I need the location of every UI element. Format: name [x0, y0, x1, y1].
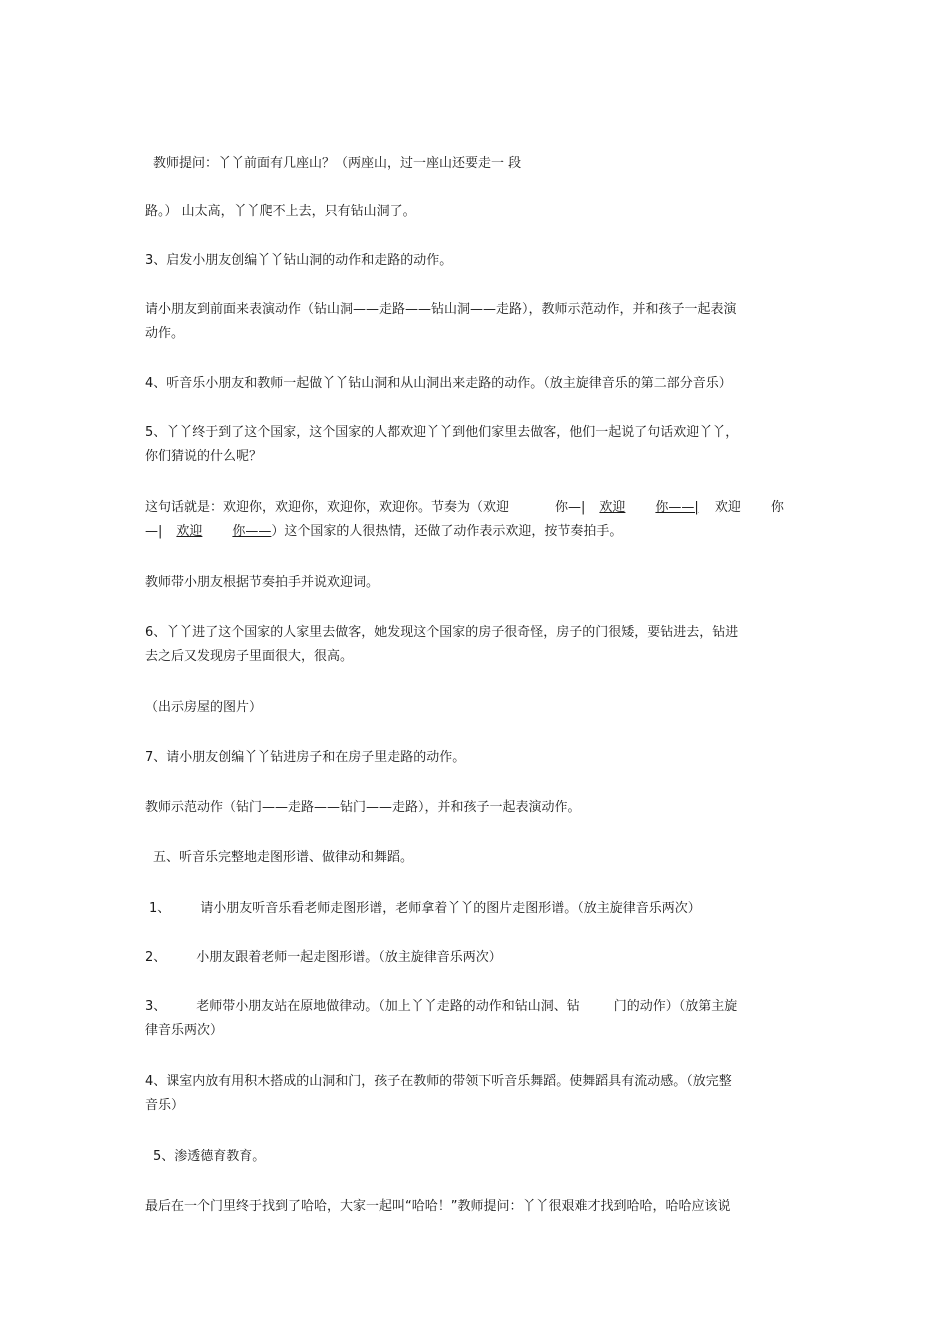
paragraph-text: 4、听音乐小朋友和教师一起做丫丫钻山洞和从山洞出来走路的动作。（放主旋律音乐的第二部分音乐） [145, 376, 732, 391]
paragraph-mountain [145, 200, 807, 224]
paragraph-text: 7、请小朋友创编丫丫钻进房子和在房子里走路的动作。 [145, 750, 466, 765]
paragraph-line: 去之后又发现房子里面很大，很高。 [145, 649, 354, 664]
paragraph-show-picture [145, 696, 807, 720]
paragraph-teacher-question [153, 152, 815, 176]
paragraph-line: 4、课室内放有用积木搭成的山洞和门，孩子在教师的带领下听音乐舞蹈。使舞蹈具有流动感。（放完整 [145, 1074, 732, 1089]
paragraph-line: 音乐） [145, 1098, 185, 1113]
section-heading-5 [153, 846, 815, 870]
paragraph-teacher-demo [145, 796, 807, 820]
paragraph-text: （出示房屋的图片） [145, 700, 263, 715]
paragraph-clap [145, 571, 807, 595]
paragraph-step-4b [145, 1070, 807, 1118]
paragraph-line [145, 995, 807, 1019]
list-item-2 [145, 946, 807, 970]
paragraph-step-5b [153, 1145, 815, 1169]
paragraph-text: 3、启发小朋友创编丫丫钻山洞的动作和走路的动作。 [145, 253, 453, 268]
paragraph-line: 请小朋友到前面来表演动作（钻山洞——走路——钻山洞——走路），教师示范动作，并和孩子一起表演 [145, 302, 737, 317]
paragraph-line: 5、丫丫终于到了这个国家，这个国家的人都欢迎丫丫到他们家里去做客，他们一起说了句话欢迎丫丫， [145, 425, 739, 440]
paragraph-final [145, 1195, 807, 1219]
rhythm-beat-underlined: 欢迎 [176, 524, 203, 539]
rhythm-beat-underlined: 你——| [655, 500, 699, 515]
list-item-3 [145, 995, 807, 1043]
paragraph-line: 你们猜说的什么呢？ [145, 449, 263, 464]
paragraph-line: 6、丫丫进了这个国家的人家里去做客，她发现这个国家的房子很奇怪，房子的门很矮，要钻进去，钻进 [145, 625, 739, 640]
paragraph-text: 教师提问：丫丫前面有几座山？（两座山，过一座山还要走一 段 [153, 156, 522, 171]
rhythm-intro: 这句话就是：欢迎你，欢迎你，欢迎你，欢迎你。节奏为（欢迎 [145, 500, 510, 515]
paragraph-step-7 [145, 746, 807, 770]
rhythm-beat: —| [145, 524, 163, 539]
paragraph-text: 路。） 山太高，丫丫爬不上去，只有钻山洞了。 [145, 204, 416, 219]
rhythm-beat-underlined: 你—— [232, 524, 272, 539]
rhythm-line-2 [145, 520, 807, 544]
paragraph-text: 最后在一个门里终于找到了哈哈，大家一起叫“哈哈！”教师提问：丫丫很艰难才找到哈哈，哈哈应该说 [145, 1199, 731, 1214]
paragraph-rhythm [145, 496, 807, 544]
paragraph-step-4 [145, 372, 807, 396]
list-number: 3、 [145, 999, 167, 1014]
paragraph-line: 律音乐两次） [145, 1023, 224, 1038]
list-text: 请小朋友听音乐看老师走图形谱，老师拿着丫丫的图片走图形谱。（放主旋律音乐两次） [200, 901, 701, 916]
rhythm-beat: 欢迎 [714, 500, 741, 515]
paragraph-line: 动作。 [145, 326, 185, 341]
list-number: 2、 [145, 950, 167, 965]
list-item-1 [149, 897, 811, 921]
paragraph-text: 教师示范动作（钻门——走路——钻门——走路），并和孩子一起表演动作。 [145, 800, 581, 815]
rhythm-line-1 [145, 496, 807, 520]
paragraph-step-6 [145, 621, 807, 669]
paragraph-perform-actions [145, 298, 807, 346]
section-heading-text: 五、听音乐完整地走图形谱、做律动和舞蹈。 [153, 850, 414, 865]
list-number: 1、 [149, 901, 171, 916]
paragraph-text: 5、渗透德育教育。 [153, 1149, 266, 1164]
list-text: 门的动作）（放第主旋 [613, 999, 738, 1014]
paragraph-step-5 [145, 421, 807, 469]
list-text: 小朋友跟着老师一起走图形谱。（放主旋律音乐两次） [196, 950, 502, 965]
paragraph-step-3 [145, 249, 807, 273]
rhythm-beat: 你 [770, 500, 784, 515]
rhythm-beat: 你—| [555, 500, 586, 515]
paragraph-text: 教师带小朋友根据节奏拍手并说欢迎词。 [145, 575, 380, 590]
rhythm-outro: ）这个国家的人很热情，还做了动作表示欢迎，按节奏拍手。 [271, 524, 623, 539]
list-text: 老师带小朋友站在原地做律动。（加上丫丫走路的动作和钻山洞、钻 [196, 999, 580, 1014]
rhythm-beat-underlined: 欢迎 [599, 500, 626, 515]
